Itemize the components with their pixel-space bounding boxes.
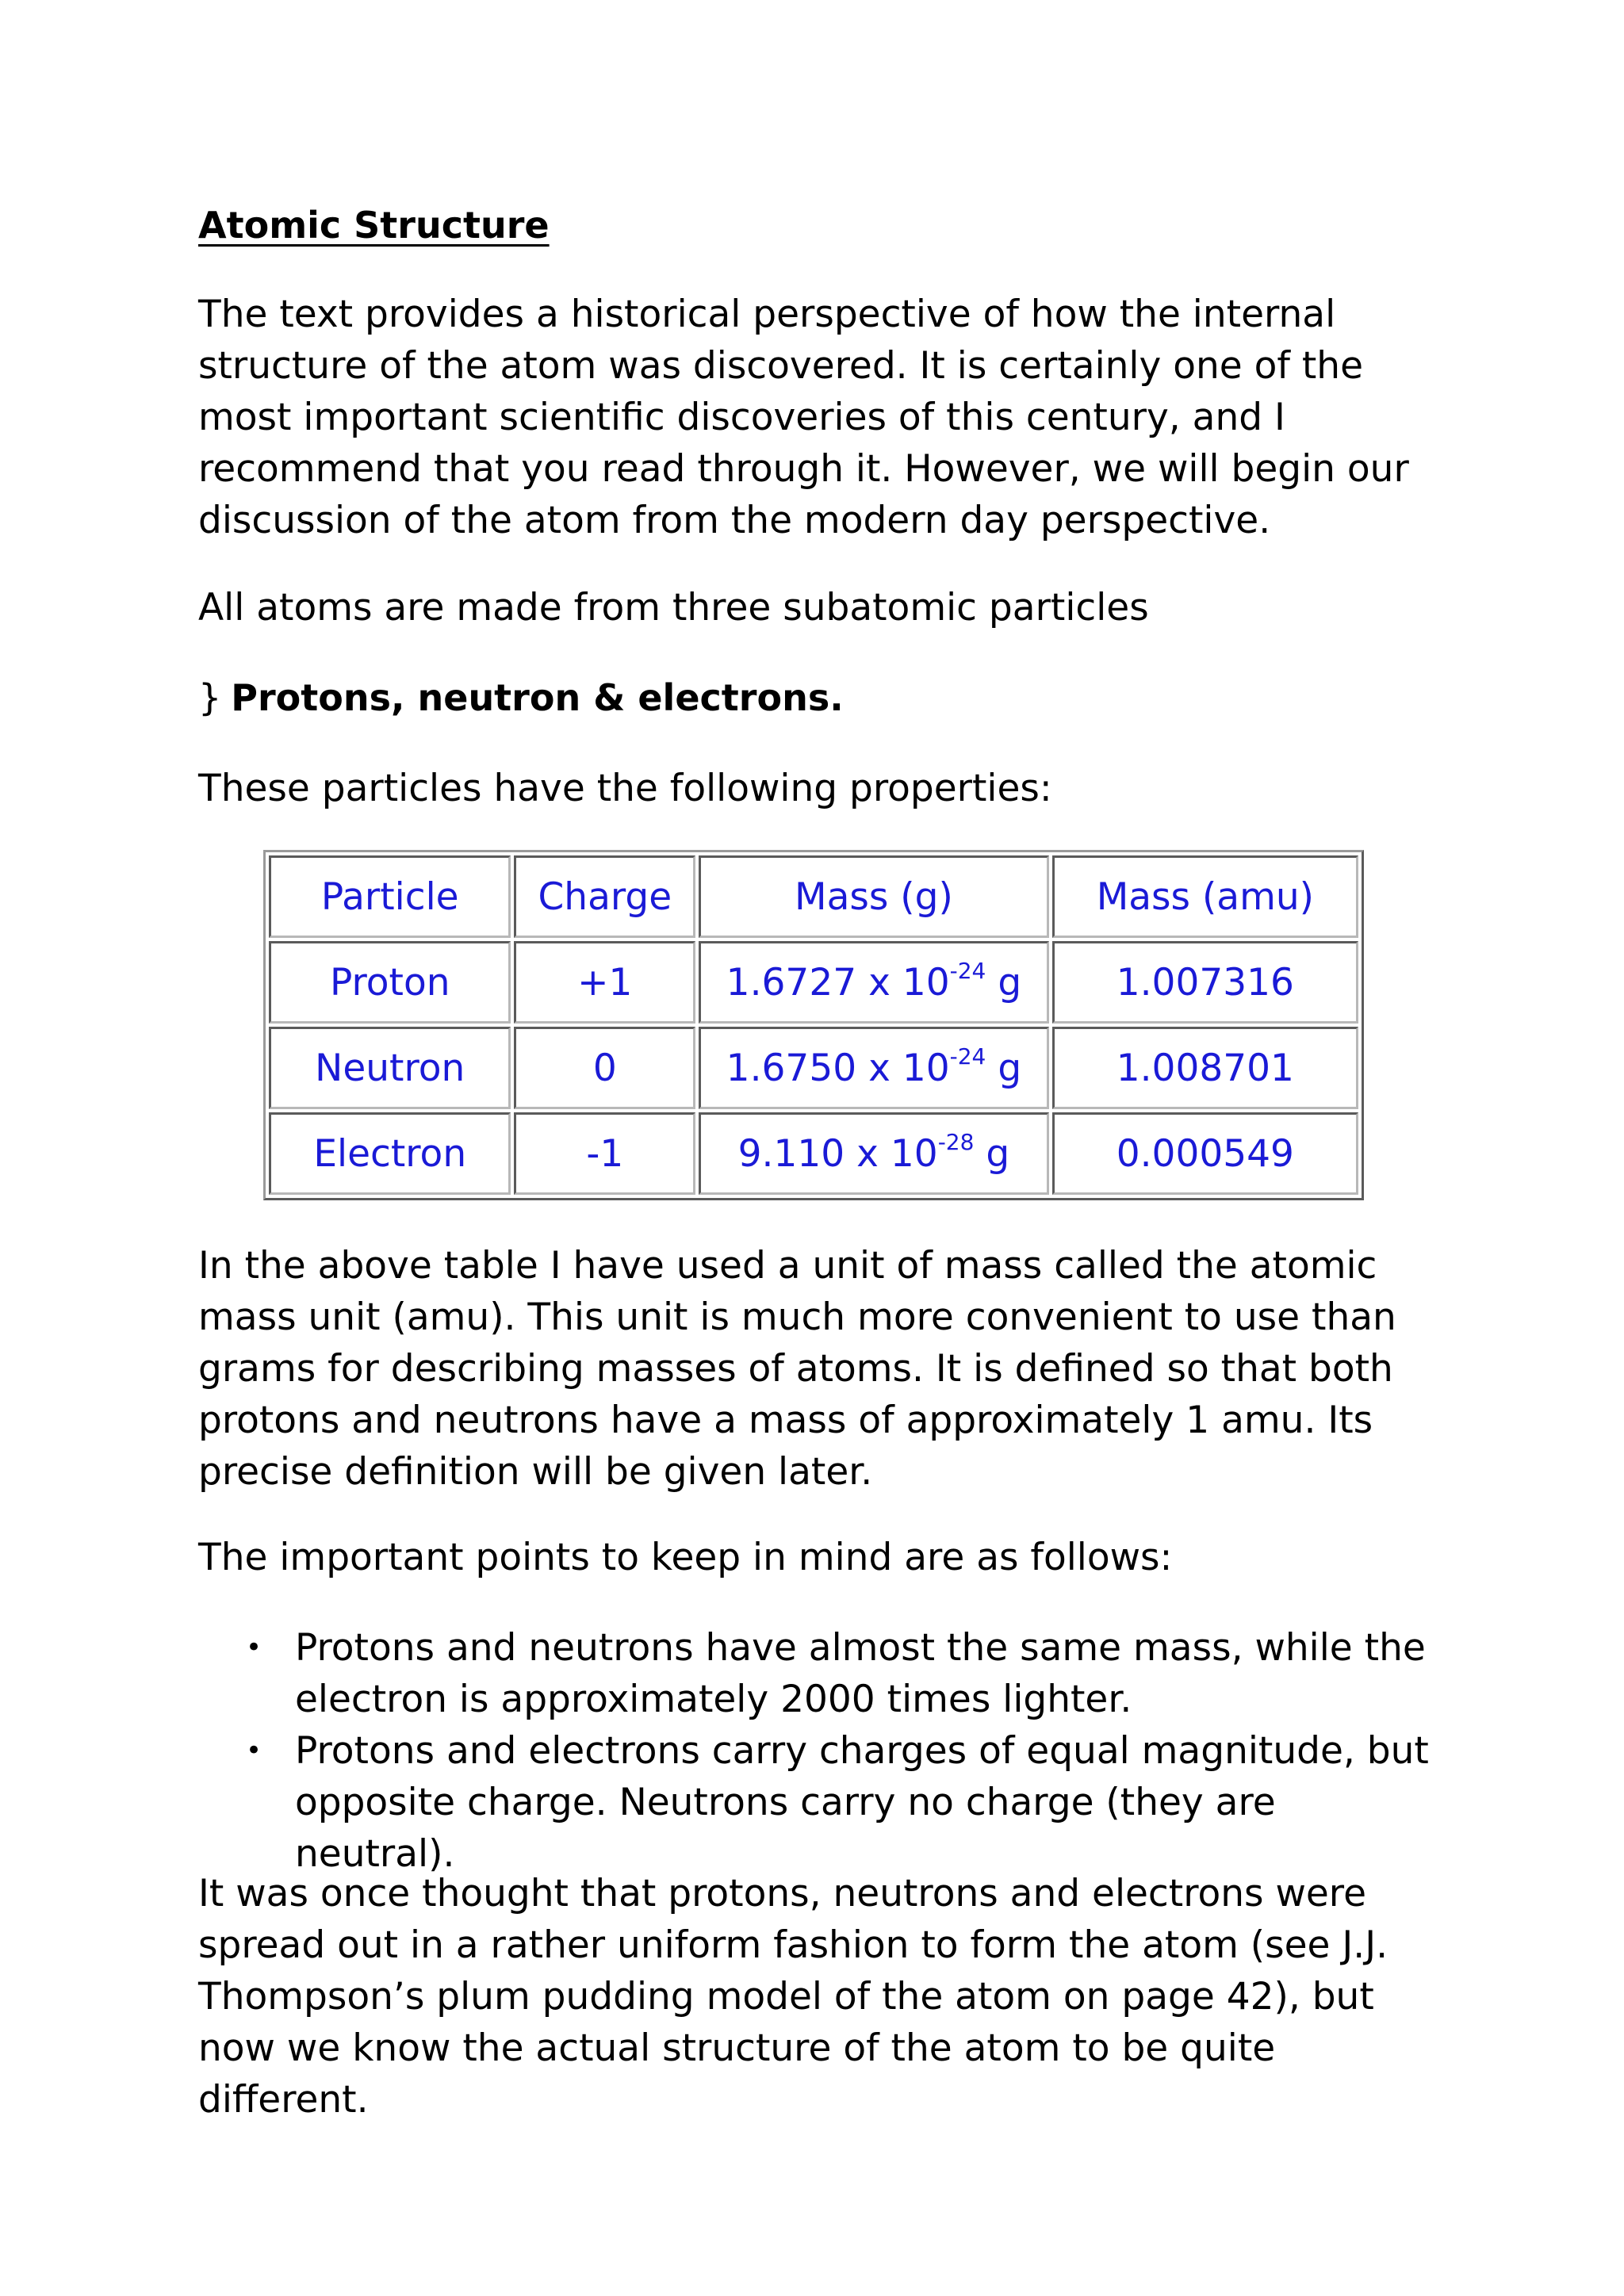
intro-paragraph: The text provides a historical perspective of how the internal structure of the atom was discovered. It is certainly one of the most important scientific discoveries of this century, and I recommend that you read through it. However, we will begin our discussion of the atom from the modern day perspective. xyxy=(198,293,1409,542)
mass-base: 1.6750 x 10 xyxy=(726,1046,950,1090)
mass-unit: g xyxy=(986,1046,1022,1090)
table-header-row xyxy=(269,855,1358,938)
mass-exponent: -28 xyxy=(937,1128,975,1155)
mass-base: 1.6727 x 10 xyxy=(726,960,950,1004)
cell-particle: Neutron xyxy=(269,1027,511,1109)
list-item xyxy=(198,1725,1435,1880)
header-mass-amu: Mass (amu) xyxy=(1052,855,1358,938)
cell-charge: 0 xyxy=(514,1027,695,1109)
cell-mass-amu: 1.007316 xyxy=(1052,941,1358,1024)
brace-icon: } xyxy=(198,676,222,719)
mass-exponent: -24 xyxy=(949,1043,986,1070)
important-points-list xyxy=(198,1622,1435,1880)
list-item-text: Protons and neutrons have almost the same mass, while the electron is approximately 2000 times lighter. xyxy=(295,1626,1426,1721)
closing-paragraph: It was once thought that protons, neutrons and electrons were spread out in a rather uniform fashion to form the atom (see J.J. Thompson’s plum pudding model of the atom on page 42), but now we know the actual structure of the atom to be quite different. xyxy=(198,1872,1388,2122)
cell-particle: Electron xyxy=(269,1112,511,1195)
header-particle: Particle xyxy=(269,855,511,938)
mass-unit: g xyxy=(974,1131,1010,1176)
particles-heading-line xyxy=(198,672,844,723)
particles-heading: Protons, neutron & electrons. xyxy=(231,676,844,719)
header-mass-g: Mass (g) xyxy=(699,855,1049,938)
amu-paragraph: In the above table I have used a unit of mass called the atomic mass unit (amu). This unit is much more convenient to use than grams for describing masses of atoms. It is defined so that both protons and neutrons have a mass of approximately 1 amu. Its precise definition will be given later. xyxy=(198,1244,1396,1494)
cell-mass-g xyxy=(699,1112,1049,1195)
mass-exponent: -24 xyxy=(949,957,986,984)
points-intro: The important points to keep in mind are as follows: xyxy=(198,1536,1173,1579)
bullet-icon: • xyxy=(246,1735,262,1766)
cell-charge: +1 xyxy=(514,941,695,1024)
table-row xyxy=(269,1112,1358,1195)
mass-base: 9.110 x 10 xyxy=(737,1131,938,1176)
list-item xyxy=(198,1622,1435,1725)
table-row xyxy=(269,941,1358,1024)
bullet-icon: • xyxy=(246,1632,262,1663)
header-charge: Charge xyxy=(514,855,695,938)
cell-mass-g xyxy=(699,941,1049,1024)
cell-mass-amu: 0.000549 xyxy=(1052,1112,1358,1195)
particle-properties-table xyxy=(263,850,1364,1200)
properties-intro: These particles have the following properties: xyxy=(198,767,1052,810)
mass-unit: g xyxy=(986,960,1022,1004)
list-item-text: Protons and electrons carry charges of equal magnitude, but opposite charge. Neutrons carry no charge (they are neutral). xyxy=(295,1729,1429,1876)
cell-mass-amu: 1.008701 xyxy=(1052,1027,1358,1109)
page-title: Atomic Structure xyxy=(198,204,550,247)
cell-mass-g xyxy=(699,1027,1049,1109)
cell-particle: Proton xyxy=(269,941,511,1024)
table-row xyxy=(269,1027,1358,1109)
subatomic-intro: All atoms are made from three subatomic particles xyxy=(198,586,1149,629)
cell-charge: -1 xyxy=(514,1112,695,1195)
